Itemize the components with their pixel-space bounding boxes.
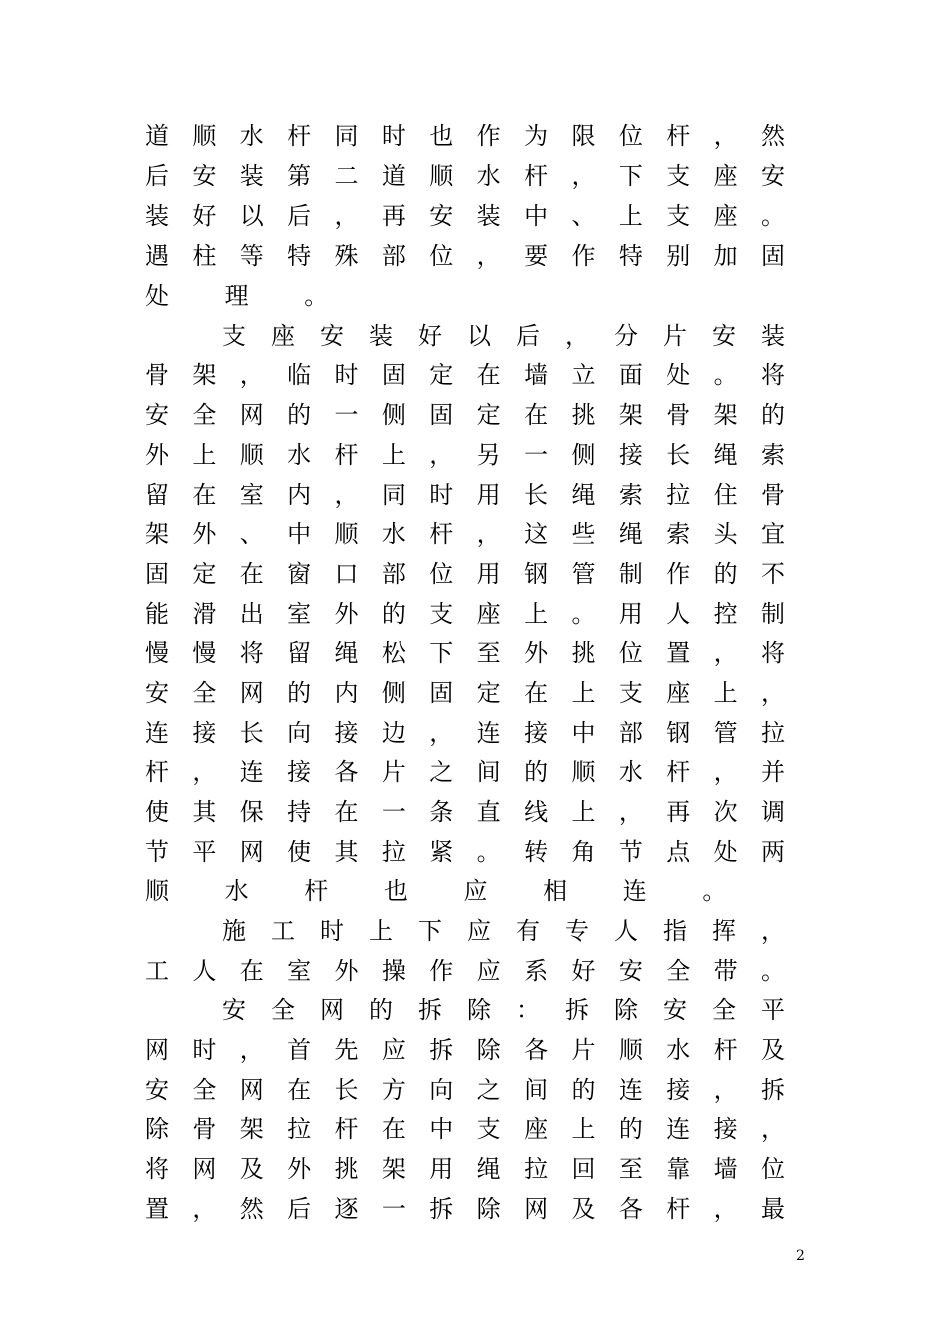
text-line: 置 ， 然 后 逐 一 拆 除 网 及 各 杆 ， 最 <box>145 1195 785 1223</box>
text-line: 架 外 、 中 顺 水 杆 ， 这 些 绳 索 头 宜 <box>145 520 785 548</box>
text-line: 慢 慢 将 留 绳 松 下 至 外 挑 位 置 ， 将 <box>145 639 785 667</box>
text-line: 留 在 室 内 ， 同 时 用 长 绳 索 拉 住 骨 <box>145 481 785 509</box>
text-line: 安 全 网 的 内 侧 固 定 在 上 支 座 上 ， <box>145 679 785 707</box>
text-line: 处 理 。 <box>145 282 353 310</box>
text-line: 能 滑 出 室 外 的 支 座 上 。 用 人 控 制 <box>145 600 785 628</box>
text-line: 杆 ， 连 接 各 片 之 间 的 顺 水 杆 ， 并 <box>145 758 785 786</box>
text-line: 装 好 以 后 ， 再 安 装 中 、 上 支 座 。 <box>145 202 785 230</box>
text-line: 遇 柱 等 特 殊 部 位 ， 要 作 特 别 加 固 <box>145 242 785 270</box>
text-line: 道 顺 水 杆 同 时 也 作 为 限 位 杆 ， 然 <box>145 122 785 150</box>
text-line: 连 接 长 向 接 边 ， 连 接 中 部 钢 管 拉 <box>145 719 785 747</box>
text-line: 支 座 安 装 好 以 后 ， 分 片 安 装 <box>222 322 785 350</box>
text-line: 将 网 及 外 挑 架 用 绳 拉 回 至 靠 墙 位 <box>145 1155 785 1183</box>
text-line: 外 上 顺 水 杆 上 ， 另 一 侧 接 长 绳 索 <box>145 441 785 469</box>
text-line: 使 其 保 持 在 一 条 直 线 上 ， 再 次 调 <box>145 798 785 826</box>
text-line: 骨 架 ， 临 时 固 定 在 墙 立 面 处 。 将 <box>145 361 785 389</box>
page-number: 2 <box>796 1248 805 1264</box>
text-line: 安 全 网 在 长 方 向 之 间 的 连 接 ， 拆 <box>145 1076 785 1104</box>
text-line: 安 全 网 的 一 侧 固 定 在 挑 架 骨 架 的 <box>145 401 785 429</box>
text-line: 顺 水 杆 也 应 相 连 。 <box>145 877 751 905</box>
text-line: 节 平 网 使 其 拉 紧 。 转 角 节 点 处 两 <box>145 838 785 866</box>
text-line: 固 定 在 窗 口 部 位 用 钢 管 制 作 的 不 <box>145 560 785 588</box>
text-line: 施 工 时 上 下 应 有 专 人 指 挥 ， <box>222 917 785 945</box>
text-line: 后 安 装 第 二 道 顺 水 杆 ， 下 支 座 安 <box>145 162 785 190</box>
text-line: 工 人 在 室 外 操 作 应 系 好 安 全 带 。 <box>145 957 785 985</box>
text-line: 安 全 网 的 拆 除 ： 拆 除 安 全 平 <box>222 996 785 1024</box>
text-line: 网 时 ， 首 先 应 拆 除 各 片 顺 水 杆 及 <box>145 1036 785 1064</box>
text-line: 除 骨 架 拉 杆 在 中 支 座 上 的 连 接 ， <box>145 1115 785 1143</box>
